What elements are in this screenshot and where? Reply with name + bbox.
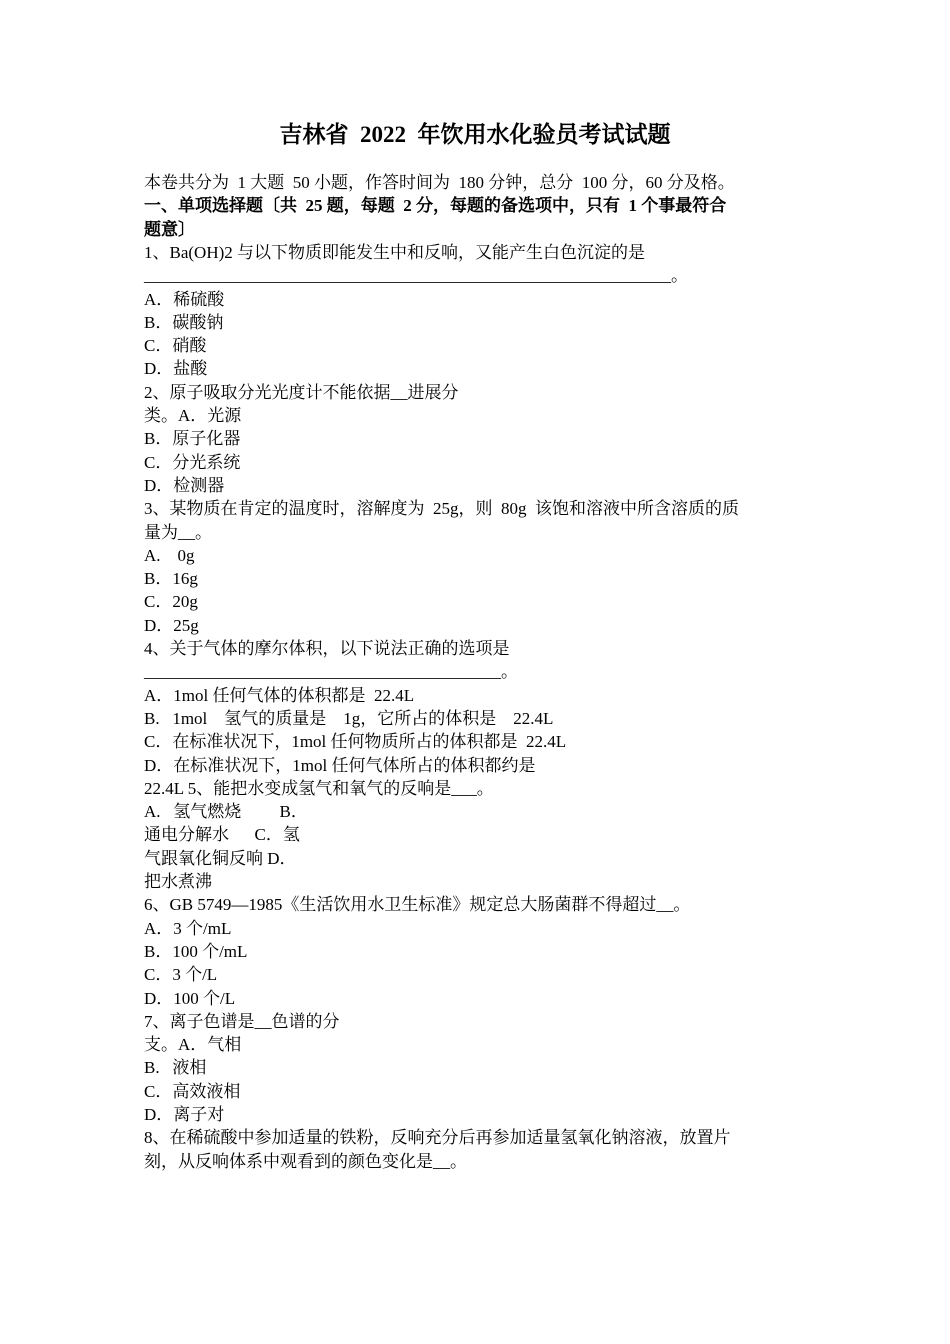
text-line: A. 0g [144,546,195,565]
text-line: B．100 个/mL [144,942,248,961]
text-line: 7、离子色谱是__色谱的分 [144,1012,340,1031]
text-line: 22.4L 5、能把水变成氢气和氧气的反响是___。 [144,779,494,798]
text-line: D．检测器 [144,476,225,495]
text-line: 1、Ba(OH)2 与以下物质即能发生中和反响，又能产生白色沉淀的是 [144,243,646,262]
text-line: 3、某物质在肯定的温度时，溶解度为 25g，则 80g 该饱和溶液中所含溶质的质 [144,499,739,518]
text-line: D．盐酸 [144,359,208,378]
text-line: C．硝酸 [144,336,207,355]
text-line: B．碳酸钠 [144,313,224,332]
text-line: B. 1mol 氢气的质量是 1g，它所占的体积是 22.4L [144,709,554,728]
text-line: D．25g [144,616,199,635]
text-line: 题意〕 [144,220,195,239]
text-line: 把水煮沸 [144,872,212,891]
text-line: C．高效液相 [144,1082,241,1101]
text-line: B．16g [144,569,198,588]
text-line: 2、原子吸取分光光度计不能依据__进展分 [144,383,459,402]
text-line: 支。A．气相 [144,1035,242,1054]
text-line: A．1mol 任何气体的体积都是 22.4L [144,686,415,705]
text-line: C．在标准状况下，1mol 任何物质所占的体积都是 22.4L [144,732,567,751]
text-line: C．20g [144,592,198,611]
text-line: 一、单项选择题〔共 25 题，每题 2 分，每题的备选项中，只有 1 个事最符合 [144,196,727,215]
text-line: 4、关于气体的摩尔体积，以下说法正确的选项是 [144,639,510,658]
text-line: D．在标准状况下，1mol 任何气体所占的体积都约是 [144,756,536,775]
text-line: 量为__。 [144,523,212,542]
text-line: B．原子化器 [144,429,241,448]
text-line: 通电分解水 C．氢 [144,825,300,844]
text-line: B. 液相 [144,1058,207,1077]
text-line: A．3 个/mL [144,919,232,938]
text-line: 6、GB 5749—1985《生活饮用水卫生标准》规定总大肠菌群不得超过__。 [144,895,691,914]
text-line: 气跟氧化铜反响 D． [144,849,297,868]
text-line: A. 氢气燃烧 B． [144,802,308,821]
text-line: C．3 个/L [144,965,218,984]
text-line: A．稀硫酸 [144,290,225,309]
page-title: 吉林省 2022 年饮用水化验员考试试题 [279,122,671,147]
text-line: 8、在稀硫酸中参加适量的铁粉，反响充分后再参加适量氢氧化钠溶液，放置片 [144,1128,731,1147]
text-line: D．离子对 [144,1105,225,1124]
text-line: 类。A．光源 [144,406,242,425]
text-line: 刻，从反响体系中观看到的颜色变化是__。 [144,1152,467,1171]
text-line: __________________________________________。 [144,662,518,681]
text-line: 本卷共分为 1 大题 50 小题，作答时间为 180 分钟，总分 100 分，60 分及格。 [144,173,735,192]
text-line: ______________________________________________________________。 [144,266,688,285]
text-line: C．分光系统 [144,453,241,472]
text-line: D．100 个/L [144,989,236,1008]
